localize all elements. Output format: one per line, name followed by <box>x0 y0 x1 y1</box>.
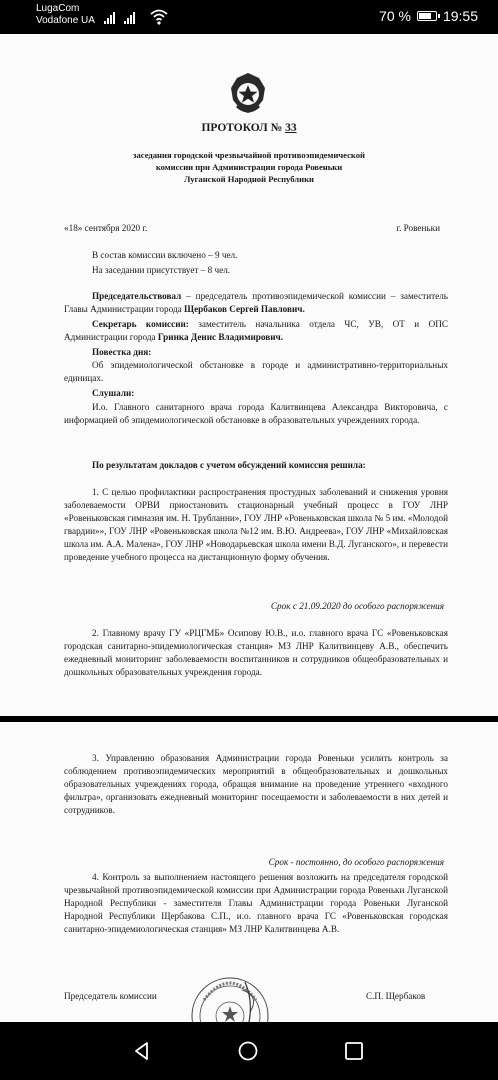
protocol-place: г. Ровеньки <box>396 223 440 233</box>
members-present: На заседании присутствует – 8 чел. <box>92 265 231 275</box>
signature-label: Председатель комиссии <box>64 991 157 1001</box>
document-page-1 <box>0 34 498 716</box>
decision-item-1: 1. С целью профилактики распространения простудных заболеваний и снижения уровня заболеваемости ОРВИ приостановить стационарный учебный процесс в ГОУ ЛНР «Ровеньковская гимназия им. Н. Трубланни», ГОУ ЛНР «Ровеньковская школа № 5 им. «Молодой гвардии»», ГОУ ЛНР «Ровеньковская школа №12 им. В.Ю. Андреева», ГОУ ЛНР «Михайловская школа им. А.А. Малена», ГОУ ЛНР «Новодарьевская школа имени В.Д. Луганского», и перевести проведение учебного процесса на дистанционную форму обучения. <box>64 487 448 562</box>
protocol-number: 33 <box>285 122 297 134</box>
carrier-2: Vodafone UA <box>36 15 95 26</box>
secretary-text: заместитель начальника отдела ЧС, УВ, ОТ и ОПС Администрации города <box>64 319 448 342</box>
recents-square-icon[interactable] <box>343 1040 365 1062</box>
heard-label: Слушали: <box>92 388 135 398</box>
home-circle-icon[interactable] <box>237 1040 259 1062</box>
document-page-2 <box>0 722 498 1022</box>
protocol-title-text: ПРОТОКОЛ № <box>201 122 283 134</box>
subtitle-line-3: Луганской Народной Республики <box>184 174 314 184</box>
lnr-emblem-icon <box>225 70 271 116</box>
carrier-info <box>36 3 95 27</box>
item-1-deadline: Срок с 21.09.2020 до особого распоряжения <box>270 601 444 611</box>
status-bar <box>0 0 498 34</box>
battery-icon <box>417 11 437 21</box>
subtitle-line-2: комиссии при Администрации города Ровеньки <box>155 162 343 172</box>
chair-text: – председатель противоэпидемической комиссии – заместитель Главы Администрации города <box>64 291 448 314</box>
chair-name: Щербаков Сергей Павлович. <box>184 304 305 314</box>
navigation-bar <box>0 1022 498 1080</box>
back-triangle-icon[interactable] <box>131 1040 153 1062</box>
signal-1-icon <box>104 12 116 24</box>
members-total: В состав комиссии включено – 9 чел. <box>92 250 238 260</box>
carrier-1: LugaCom <box>36 3 80 14</box>
secretary-paragraph <box>64 318 448 344</box>
battery-percent: 70 % <box>379 8 411 24</box>
agenda-label: Повестка дня: <box>92 347 152 357</box>
signal-2-icon <box>124 12 136 24</box>
chair-paragraph <box>64 290 448 316</box>
wifi-icon <box>150 8 168 26</box>
decision-item-4: 4. Контроль за выполнением настоящего решения возложить на председателя городской чрезвычайной противоэпидемической комиссии при Администрации города Ровеньки Луганской Народной Республики - заместителя Главы Администрации города Ровеньки Луганской Народной Республики Щербакова С.П., и.о. главного врача ГС «Ровеньковская городская санитарно-эпидемиологическая станция» МЗ ЛНР Калитвинцева А.В. <box>64 872 448 934</box>
signature-name: С.П. Щербаков <box>366 991 426 1001</box>
clock: 19:55 <box>442 8 478 24</box>
decision-item-3: 3. Управлению образования Администрации города Ровеньки усилить контроль за соблюдением противоэпидемических мероприятий в общеобразовательных и дошкольных образовательных учреждениях города, обращая внимание на проведение утреннего «входного фильтра», организовать ежедневный мониторинг посещаемости и заболеваемости в них детей и сотрудников. <box>64 753 448 815</box>
heard-text: И.о. Главного санитарного врача города Калитвинцева Александра Викторовича, с информацией об эпидемиологической обстановке в образовательных учреждениях города. <box>64 402 448 425</box>
chair-label: Председательствовал <box>92 291 182 301</box>
decision-item-2: 2. Главному врачу ГУ «РЦГМБ» Осипову Ю.В., и.о. главного врача ГС «Ровеньковская городская санитарно-эпидемиологическая станция» МЗ ЛНР Калитвинцеву А.В., обеспечить ежедневный мониторинг заболеваемости воспитанников и сотрудников общеобразовательных и дошкольных образовательных учреждения города. <box>64 628 448 677</box>
subtitle-line-1: заседания городской чрезвычайной противоэпидемической <box>133 150 365 160</box>
decision-heading: По результатам докладов с учетом обсуждений комиссия решила: <box>92 460 366 470</box>
protocol-subtitle <box>0 149 498 185</box>
item-3-deadline: Срок - постоянно, до особого распоряжения <box>268 857 444 867</box>
status-right <box>379 8 478 24</box>
secretary-name: Гринка Денис Владимирович. <box>157 332 283 342</box>
official-seal-icon <box>190 972 270 1022</box>
secretary-label: Секретарь комиссии: <box>92 319 189 329</box>
protocol-date: «18» сентября 2020 г. <box>64 223 148 233</box>
agenda-text: Об эпидемиологической обстановке в городе и административно-территориальных единицах. <box>64 360 448 383</box>
protocol-title <box>0 122 498 134</box>
